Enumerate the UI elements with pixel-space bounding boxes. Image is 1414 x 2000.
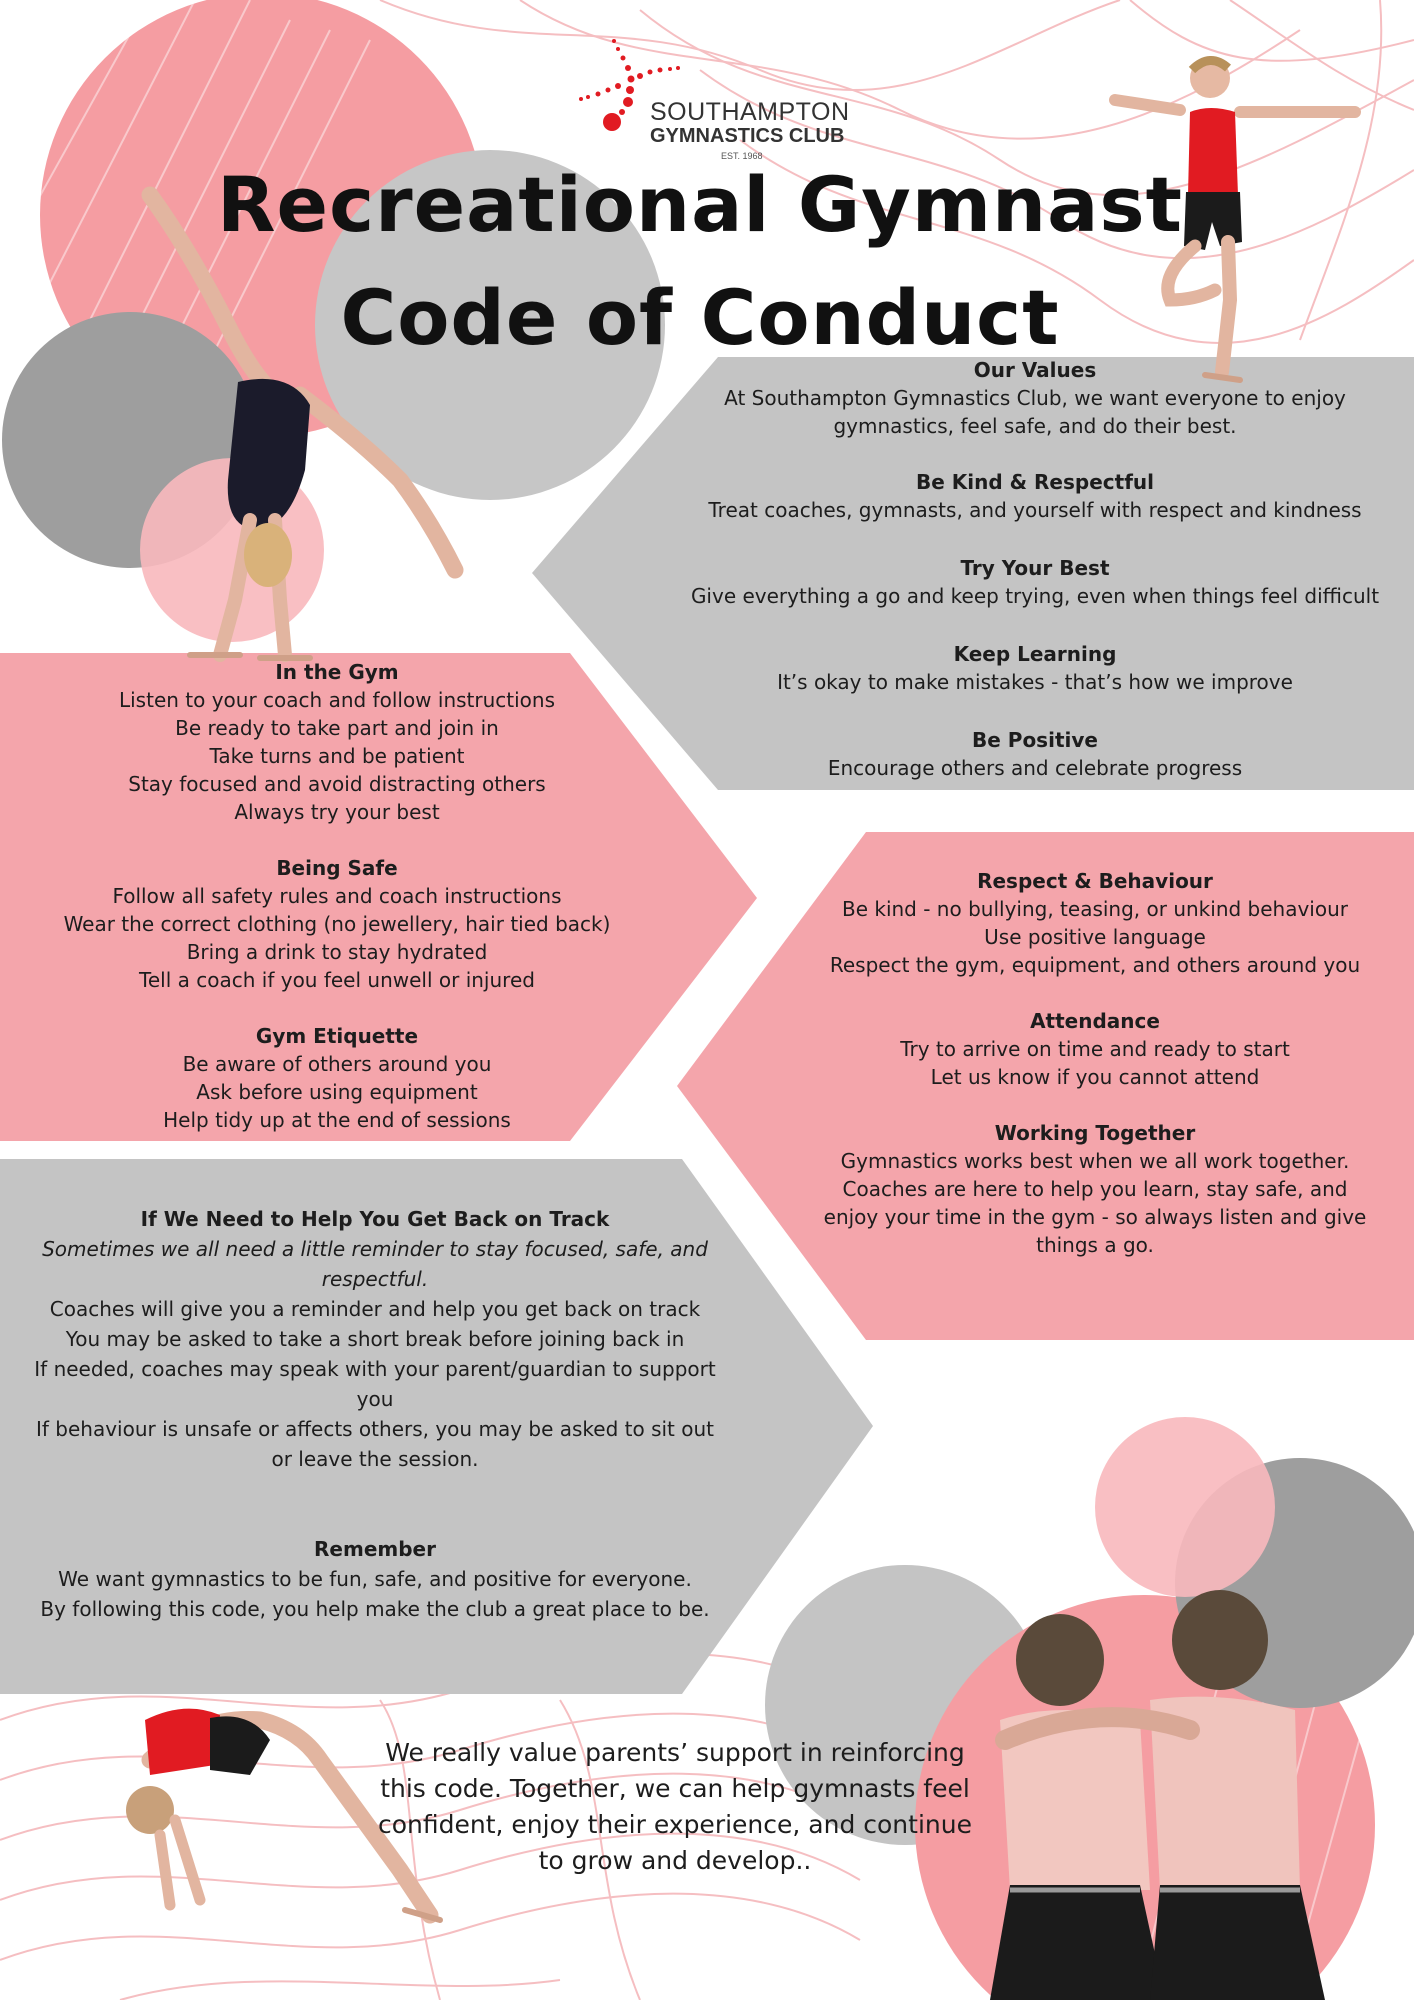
working-together-line: Gymnastics works best when we all work together. [840,1149,1350,1173]
our-values-line: gymnastics, feel safe, and do their best. [833,414,1237,438]
in-gym-line: Listen to your coach and follow instructions [118,688,556,712]
keep-learning-heading: Keep Learning [953,642,1117,666]
gym-etiquette-line: Ask before using equipment [196,1080,478,1104]
title-line2: Code of Conduct [340,273,1060,362]
our-values-heading: Our Values [973,358,1097,382]
back-on-track-line: or leave the session. [271,1447,479,1471]
back-on-track-line: If needed, coaches may speak with your parent/guardian to support [34,1357,716,1381]
behaviour-panel [805,867,1385,1259]
being-safe-line: Tell a coach if you feel unwell or injured [139,968,535,992]
remember-line: By following this code, you help make the club a great place to be. [40,1597,710,1621]
gym-etiquette-heading: Gym Etiquette [255,1024,419,1048]
working-together-line: Coaches are here to help you learn, stay safe, and [842,1177,1348,1201]
be-positive-heading: Be Positive [972,728,1098,752]
attendance-line: Let us know if you cannot attend [930,1065,1260,1089]
be-positive-line: Encourage others and celebrate progress [827,756,1243,780]
respect-line: Respect the gym, equipment, and others around you [829,953,1361,977]
gym-panel [20,658,654,1134]
respect-heading: Respect & Behaviour [977,869,1213,893]
in-gym-heading: In the Gym [275,660,399,684]
being-safe-heading: Being Safe [276,856,398,880]
club-logo [578,34,848,164]
back-on-track-line: you [356,1387,394,1411]
title-line1: Recreational Gymnast [217,160,1183,249]
gymnast-cartwheel-image [150,195,455,658]
attendance-heading: Attendance [1030,1009,1160,1033]
logo-established: EST. 1968 [721,151,763,161]
parents-note [365,1735,985,1879]
parents-note-line: confident, enjoy their experience, and continue [378,1810,972,1839]
back-on-track-line: Coaches will give you a reminder and help you get back on track [49,1297,701,1321]
keep-learning-line: It’s okay to make mistakes - that’s how we improve [777,670,1293,694]
gym-etiquette-line: Be aware of others around you [182,1052,492,1076]
remember-heading: Remember [314,1537,436,1561]
be-kind-heading: Be Kind & Respectful [915,470,1154,494]
back-on-track-heading: If We Need to Help You Get Back on Track [140,1207,610,1231]
try-best-heading: Try Your Best [960,556,1110,580]
our-values-line: At Southampton Gymnastics Club, we want everyone to enjoy [724,386,1346,410]
working-together-line: enjoy your time in the gym - so always listen and give [823,1205,1367,1229]
respect-line: Be kind - no bullying, teasing, or unkind behaviour [841,897,1348,921]
attendance-line: Try to arrive on time and ready to start [900,1037,1290,1061]
help-panel [15,1204,735,1624]
in-gym-line: Stay focused and avoid distracting others [128,772,546,796]
logo-name-line2: GYMNASTICS CLUB [650,125,845,147]
logo-name-line1: SOUTHAMPTON [650,98,850,126]
back-on-track-line: If behaviour is unsafe or affects others, you may be asked to sit out [35,1417,715,1441]
be-kind-line: Treat coaches, gymnasts, and yourself with respect and kindness [708,498,1362,522]
in-gym-line: Always try your best [234,800,440,824]
back-on-track-intro: respectful. [321,1267,429,1291]
being-safe-line: Bring a drink to stay hydrated [186,940,488,964]
back-on-track-intro: Sometimes we all need a little reminder to stay focused, safe, and [42,1237,708,1261]
parents-note-line: to grow and develop.. [538,1846,812,1875]
back-on-track-line: You may be asked to take a short break before joining back in [65,1327,685,1351]
being-safe-line: Follow all safety rules and coach instructions [112,884,562,908]
remember-line: We want gymnastics to be fun, safe, and positive for everyone. [58,1567,692,1591]
gym-etiquette-line: Help tidy up at the end of sessions [163,1108,511,1132]
being-safe-line: Wear the correct clothing (no jewellery, hair tied back) [63,912,611,936]
try-best-line: Give everything a go and keep trying, even when things feel difficult [690,584,1380,608]
in-gym-line: Take turns and be patient [209,744,465,768]
parents-note-line: this code. Together, we can help gymnasts feel [380,1774,970,1803]
gymnasts-pair-image [990,1590,1325,2000]
in-gym-line: Be ready to take part and join in [175,716,499,740]
respect-line: Use positive language [984,925,1206,949]
values-panel [680,356,1390,782]
working-together-line: things a go. [1036,1233,1154,1257]
parents-note-line: We really value parents’ support in reinforcing [385,1738,965,1767]
working-together-heading: Working Together [994,1121,1196,1145]
